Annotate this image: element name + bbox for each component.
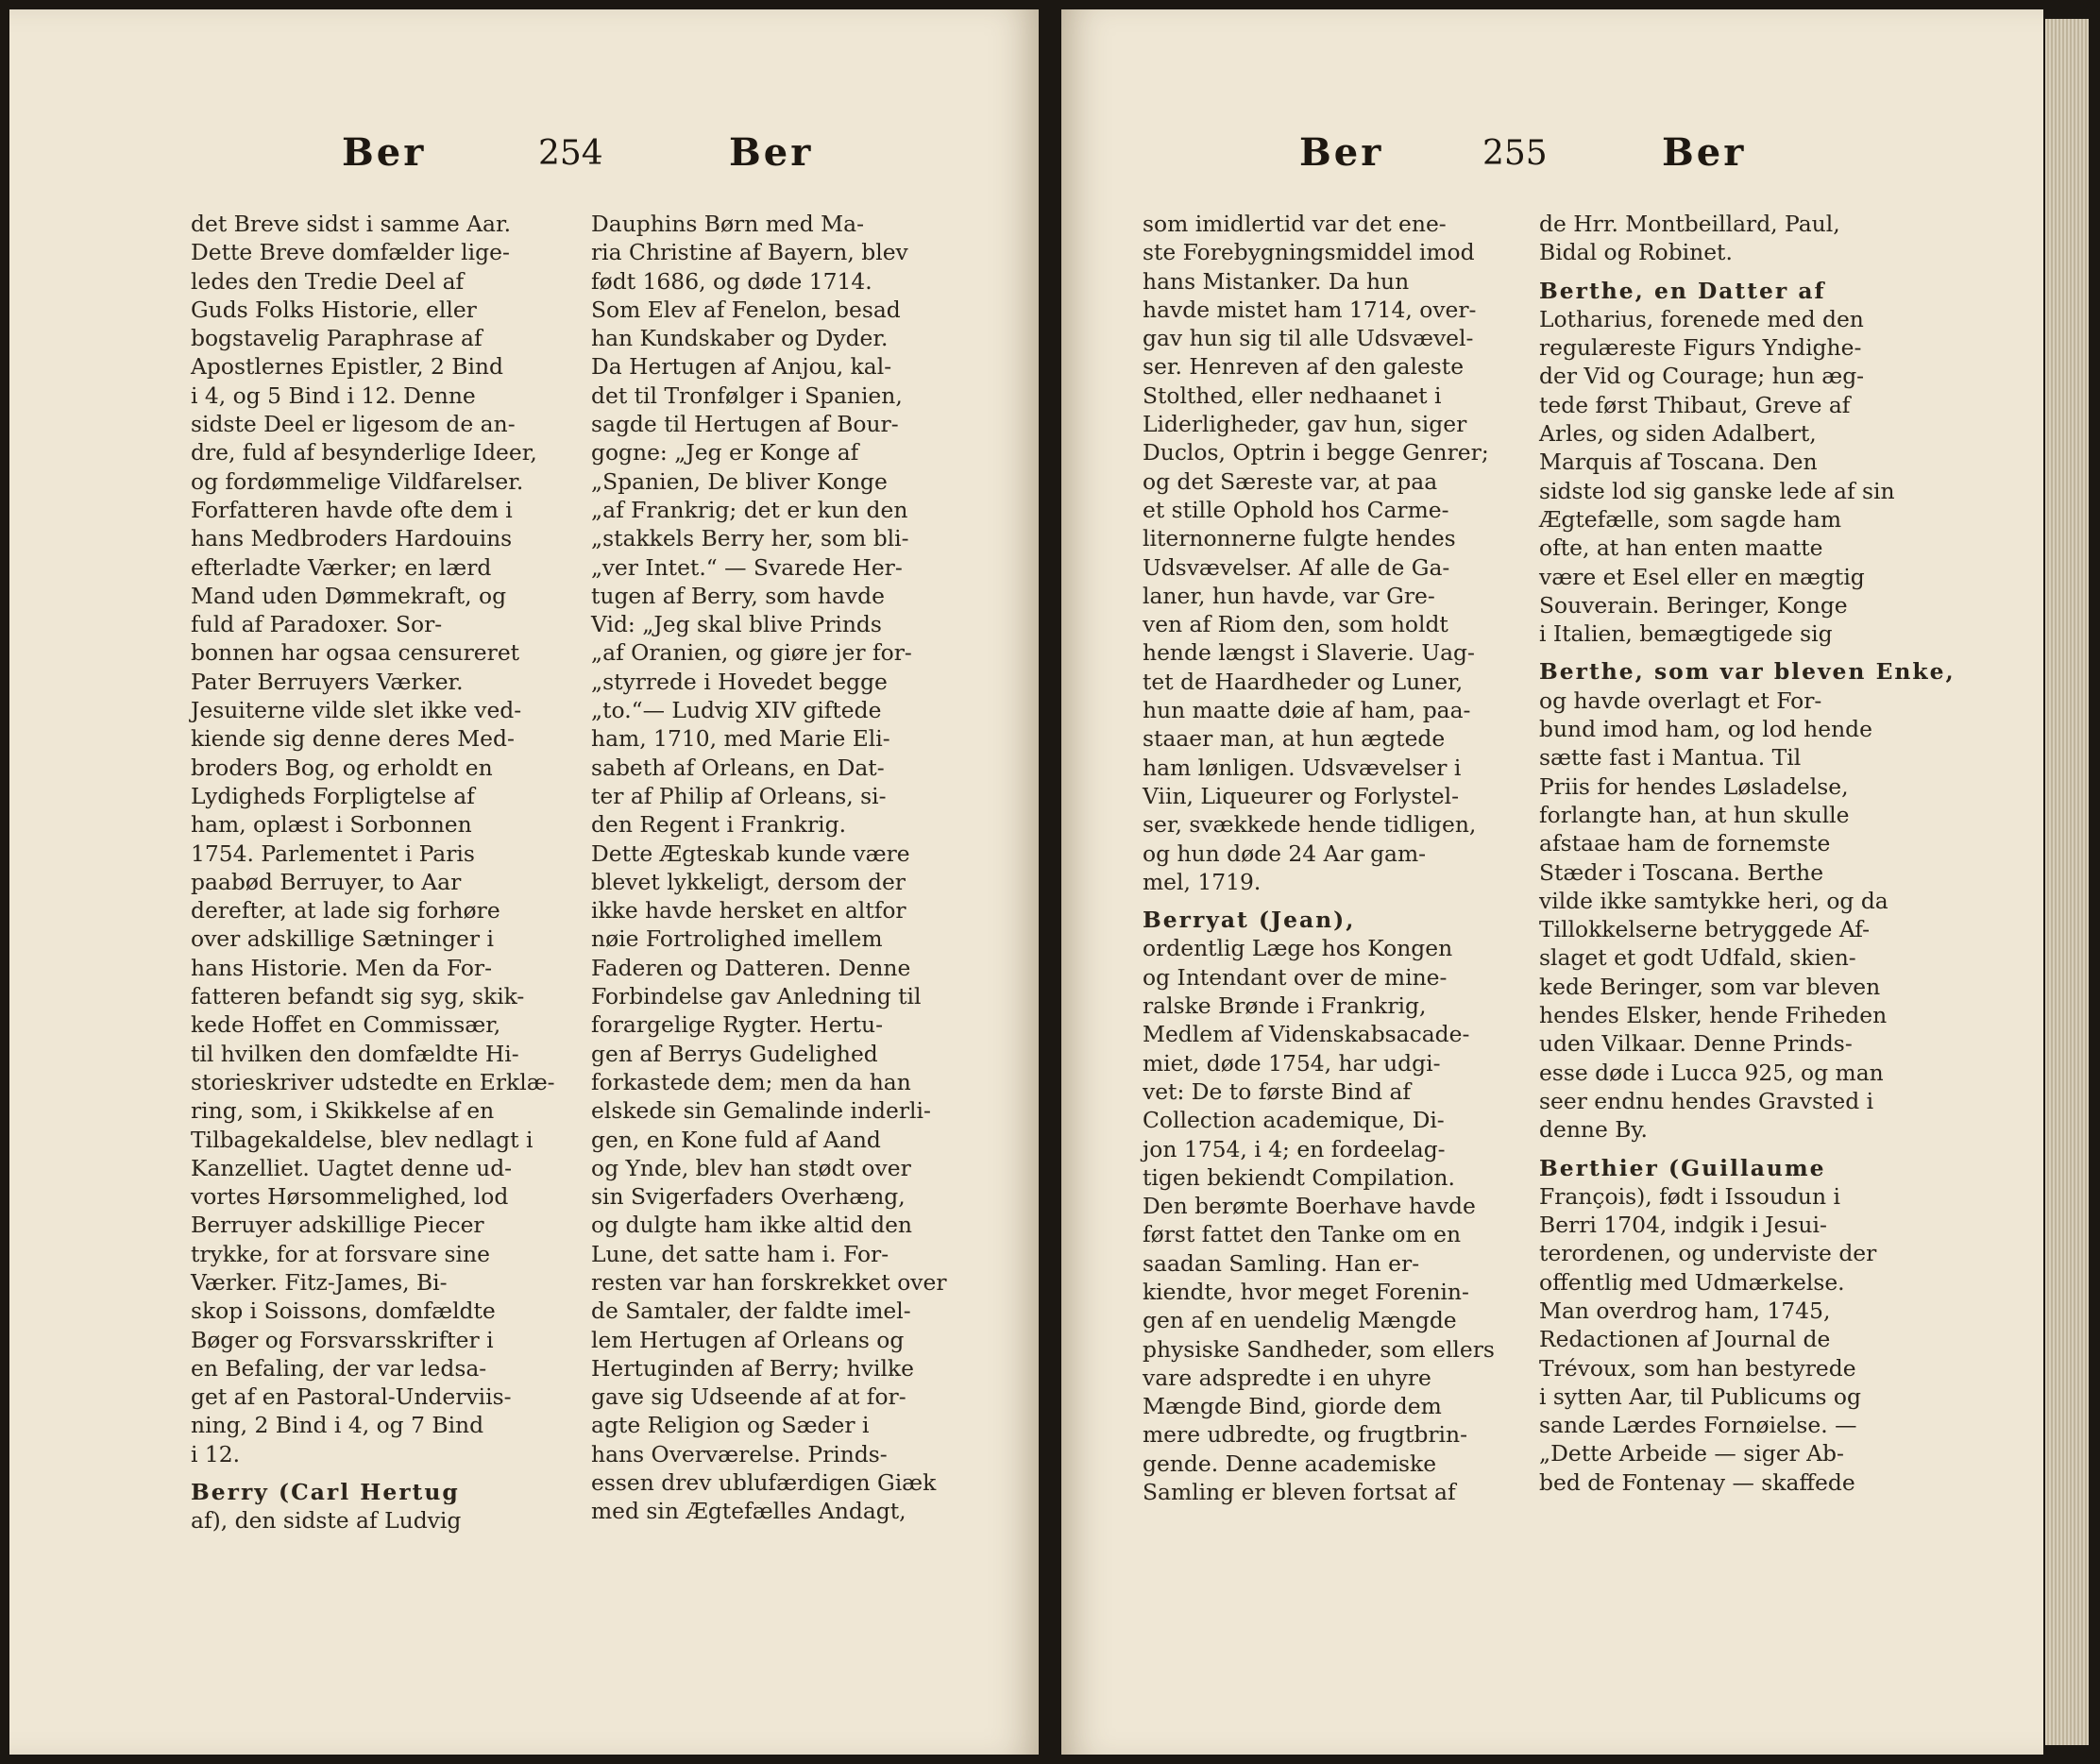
text-line: vet: De to første Bind af: [1143, 1077, 1412, 1105]
text-line: Forbindelse gav Anledning til: [591, 983, 922, 1010]
text-line: forargelige Rygter. Hertu-: [591, 1011, 883, 1039]
text-line: til hvilken den domfældte Hi-: [191, 1040, 519, 1067]
text-line: og fordømmelige Vildfarelser.: [191, 467, 524, 495]
left-column-1: [191, 210, 555, 1535]
text-line: Da Hertugen af Anjou, kal-: [591, 353, 892, 381]
text-line: ria Christine af Bayern, blev: [591, 239, 908, 266]
text-line: Værker. Fitz-James, Bi-: [191, 1268, 448, 1296]
text-line: født 1686, og døde 1714.: [591, 267, 872, 295]
right-header-word-right: Ber: [1662, 130, 1747, 175]
text-line: Tillokkelserne betryggede Af-: [1539, 916, 1871, 943]
text-line: „to.“— Ludvig XIV giftede: [591, 697, 882, 724]
right-column-1: [1143, 210, 1495, 1506]
text-line: ning, 2 Bind i 4, og 7 Bind: [191, 1412, 484, 1439]
text-line: blevet lykkeligt, dersom der: [591, 868, 906, 895]
text-line: uden Vilkaar. Denne Prinds-: [1539, 1030, 1853, 1058]
text-line: i sytten Aar, til Publicums og: [1539, 1382, 1861, 1410]
text-line: agte Religion og Sæder i: [591, 1412, 870, 1439]
right-page: [1061, 9, 2043, 1755]
text-line: en Befaling, der var ledsa-: [191, 1354, 487, 1382]
text-line: esse døde i Lucca 925, og man: [1539, 1059, 1884, 1086]
text-line: fuld af Paradoxer. Sor-: [191, 611, 443, 638]
text-line: bed de Fontenay — skaffede: [1539, 1468, 1855, 1496]
text-line: Samling er bleven fortsat af: [1143, 1479, 1456, 1506]
text-line: og havde overlagt et For-: [1539, 687, 1822, 714]
text-line: Souverain. Beringer, Konge: [1539, 591, 1848, 619]
text-line: hende længst i Slaverie. Uag-: [1143, 639, 1475, 667]
text-line: dre, fuld af besynderlige Ideer,: [191, 439, 537, 466]
text-line: kiendte, hvor meget Forenin-: [1143, 1278, 1469, 1305]
text-line: Som Elev af Fenelon, besad: [591, 296, 901, 323]
text-line: Ægtefælle, som sagde ham: [1539, 505, 1842, 533]
text-line: være et Esel eller en mægtig: [1539, 563, 1865, 590]
text-line: physiske Sandheder, som ellers: [1143, 1335, 1495, 1363]
text-line: Guds Folks Historie, eller: [191, 296, 477, 323]
text-line: Den berømte Boerhave havde: [1143, 1193, 1476, 1220]
text-line: ralske Brønde i Frankrig,: [1143, 992, 1427, 1020]
text-line: Lotharius, forenede med den: [1539, 305, 1864, 332]
text-line: Priis for hendes Løsladelse,: [1539, 772, 1849, 800]
text-line: det Breve sidst i samme Aar.: [191, 211, 512, 237]
text-line: Duclos, Optrin i begge Genrer;: [1143, 439, 1489, 466]
text-line: gende. Denne academiske: [1143, 1450, 1437, 1477]
text-line: Trévoux, som han bestyrede: [1539, 1354, 1856, 1382]
text-line: der Vid og Courage; hun æg-: [1539, 363, 1865, 390]
text-line: forkastede dem; men da han: [591, 1068, 911, 1095]
text-line: Dette Breve domfælder lige-: [191, 239, 510, 266]
text-line: ham, 1710, med Marie Eli-: [591, 725, 890, 753]
text-line: gen, en Kone fuld af Aand: [591, 1126, 881, 1153]
text-line: de Hrr. Montbeillard, Paul,: [1539, 211, 1840, 237]
text-line: med sin Ægtefælles Andagt,: [591, 1498, 906, 1525]
text-line: mel, 1719.: [1143, 868, 1262, 895]
text-line: Berryat (Jean),: [1143, 907, 1356, 934]
text-line: Mand uden Dømmekraft, og: [191, 582, 507, 609]
text-line: denne By.: [1539, 1116, 1648, 1144]
text-line: derefter, at lade sig forhøre: [191, 897, 500, 924]
text-line: afstaae ham de fornemste: [1539, 830, 1831, 857]
text-line: Arles, og siden Adalbert,: [1539, 420, 1817, 448]
text-line: sidste Deel er ligesom de an-: [191, 411, 516, 438]
text-line: seer endnu hendes Gravsted i: [1539, 1087, 1874, 1114]
text-line: først fattet den Tanke om en: [1143, 1221, 1462, 1248]
text-line: trykke, for at forsvare sine: [191, 1240, 490, 1267]
text-line: gen af en uendelig Mængde: [1143, 1307, 1457, 1334]
text-line: Stæder i Toscana. Berthe: [1539, 858, 1824, 886]
text-line: saadan Samling. Han er-: [1143, 1249, 1420, 1277]
text-line: ordentlig Læge hos Kongen: [1143, 935, 1453, 962]
text-line: gogne: „Jeg er Konge af: [591, 439, 859, 466]
text-line: „ver Intet.“ — Svarede Her-: [591, 553, 903, 581]
text-line: kede Beringer, som var bleven: [1539, 973, 1881, 1000]
right-header-word-left: Ber: [1299, 130, 1384, 175]
text-line: han Kundskaber og Dyder.: [591, 325, 889, 352]
text-line: sidste lod sig ganske lede af sin: [1539, 477, 1895, 504]
text-line: Vid: „Jeg skal blive Prinds: [591, 611, 882, 638]
text-line: ham, oplæst i Sorbonnen: [191, 811, 472, 839]
text-line: Dette Ægteskab kunde være: [591, 840, 910, 867]
text-line: ven af Riom den, som holdt: [1143, 611, 1448, 638]
text-line: sabeth af Orleans, en Dat-: [591, 754, 885, 781]
text-line: Stolthed, eller nedhaanet i: [1143, 382, 1442, 409]
text-line: af), den sidste af Ludvig: [191, 1507, 462, 1535]
text-line: forlangte han, at hun skulle: [1539, 801, 1850, 828]
text-line: skop i Soissons, domfældte: [191, 1298, 496, 1325]
text-line: „Spanien, De bliver Konge: [591, 467, 888, 495]
text-line: Collection academique, Di-: [1143, 1107, 1445, 1134]
book-page-edges: [2045, 19, 2089, 1745]
text-line: „styrrede i Hovedet begge: [591, 668, 888, 695]
text-line: offentlig med Udmærkelse.: [1539, 1268, 1845, 1296]
text-line: over adskillige Sætninger i: [191, 925, 494, 953]
left-page-number: 254: [538, 134, 603, 173]
text-line: i Italien, bemægtigede sig: [1539, 620, 1833, 648]
text-line: bogstavelig Paraphrase af: [191, 325, 483, 352]
text-line: Berri 1704, indgik i Jesui-: [1539, 1212, 1827, 1239]
text-line: Redactionen af Journal de: [1539, 1326, 1831, 1353]
text-line: Lune, det satte ham i. For-: [591, 1240, 889, 1267]
right-column-2: [1539, 210, 1956, 1497]
text-line: ter af Philip af Orleans, si-: [591, 782, 887, 809]
text-line: François), født i Issoudun i: [1539, 1182, 1840, 1210]
text-line: ledes den Tredie Deel af: [191, 267, 465, 295]
text-line: Liderligheder, gav hun, siger: [1143, 411, 1467, 438]
text-line: „af Oranien, og giøre jer for-: [591, 639, 912, 667]
text-line: slaget et godt Udfald, skien-: [1539, 944, 1856, 972]
text-line: get af en Pastoral-Underviis-: [191, 1383, 512, 1411]
text-line: ser, svækkede hende tidligen,: [1143, 811, 1477, 839]
text-line: Pater Berruyers Værker.: [191, 668, 464, 695]
text-line: de Samtaler, der faldte imel-: [591, 1298, 911, 1325]
text-line: Berthe, en Datter af: [1539, 277, 1826, 304]
text-line: jon 1754, i 4; en fordeelag-: [1143, 1135, 1446, 1162]
text-line: og hun døde 24 Aar gam-: [1143, 840, 1427, 867]
text-line: Udsvævelser. Af alle de Ga-: [1143, 553, 1450, 581]
text-line: Medlem af Videnskabsacade-: [1143, 1021, 1470, 1048]
text-line: Kanzelliet. Uagtet denne ud-: [191, 1154, 513, 1181]
text-line: et stille Ophold hos Carme-: [1143, 496, 1449, 523]
right-page-number: 255: [1482, 134, 1548, 173]
left-page: [9, 9, 1039, 1755]
text-line: resten var han forskrekket over: [591, 1268, 947, 1296]
text-line: kiende sig denne deres Med-: [191, 725, 515, 753]
text-line: ham lønligen. Udsvævelser i: [1143, 754, 1462, 781]
text-line: vortes Hørsommelighed, lod: [191, 1183, 509, 1211]
text-line: sætte fast i Mantua. Til: [1539, 744, 1802, 772]
left-header-word-right: Ber: [729, 130, 814, 175]
text-line: ste Forebygningsmiddel imod: [1143, 239, 1475, 266]
text-line: og det Særeste var, at paa: [1143, 467, 1438, 495]
text-line: kede Hoffet en Commissær,: [191, 1011, 501, 1039]
text-line: vare adspredte i en uhyre: [1143, 1364, 1431, 1391]
text-line: Dauphins Børn med Ma-: [591, 211, 864, 237]
text-line: gav hun sig til alle Udsvævel-: [1143, 325, 1474, 352]
text-line: Mængde Bind, giorde dem: [1143, 1393, 1442, 1420]
text-line: den Regent i Frankrig.: [591, 811, 847, 839]
text-line: sagde til Hertugen af Bour-: [591, 411, 899, 438]
text-line: fatteren befandt sig syg, skik-: [191, 983, 525, 1010]
text-line: det til Tronfølger i Spanien,: [591, 382, 903, 409]
text-line: Berry (Carl Hertug: [191, 1479, 460, 1506]
text-line: og Intendant over de mine-: [1143, 963, 1448, 991]
text-line: ser. Henreven af den galeste: [1143, 353, 1465, 381]
left-column-2: [591, 210, 947, 1526]
text-line: Bøger og Forsvarsskrifter i: [191, 1326, 494, 1353]
text-line: havde mistet ham 1714, over-: [1143, 296, 1477, 323]
text-line: i 4, og 5 Bind i 12. Denne: [191, 382, 476, 409]
text-line: efterladte Værker; en lærd: [191, 553, 492, 581]
text-line: Apostlernes Epistler, 2 Bind: [191, 353, 503, 381]
text-line: hans Mistanker. Da hun: [1143, 267, 1410, 295]
text-line: Berthe, som var bleven Enke,: [1539, 658, 1956, 686]
text-line: mere udbredte, og frugtbrin-: [1143, 1421, 1467, 1449]
text-line: Forfatteren havde ofte dem i: [191, 496, 513, 523]
text-line: gen af Berrys Gudelighed: [591, 1040, 878, 1067]
text-line: „stakkels Berry her, som bli-: [591, 525, 909, 552]
text-line: „af Frankrig; det er kun den: [591, 496, 908, 523]
text-line: i 12.: [191, 1440, 241, 1467]
text-line: som imidlertid var det ene-: [1143, 211, 1447, 237]
text-line: Jesuiterne vilde slet ikke ved-: [191, 697, 522, 724]
text-line: Berthier (Guillaume: [1539, 1154, 1826, 1181]
text-line: hans Medbroders Hardouins: [191, 525, 513, 552]
text-line: hans Historie. Men da For-: [191, 954, 493, 981]
text-line: hendes Elsker, hende Friheden: [1539, 1002, 1888, 1029]
text-line: 1754. Parlementet i Paris: [191, 840, 475, 867]
text-line: vilde ikke samtykke heri, og da: [1539, 887, 1888, 914]
text-line: hans Overværelse. Prinds-: [591, 1440, 888, 1467]
text-line: nøie Fortrolighed imellem: [591, 925, 883, 953]
text-line: tugen af Berry, som havde: [591, 582, 885, 609]
text-line: Man overdrog ham, 1745,: [1539, 1297, 1831, 1324]
text-line: gave sig Udseende af at for-: [591, 1383, 906, 1411]
text-line: Faderen og Datteren. Denne: [591, 954, 911, 981]
text-line: „Dette Arbeide — siger Ab-: [1539, 1440, 1844, 1467]
text-line: ring, som, i Skikkelse af en: [191, 1097, 495, 1125]
text-line: broders Bog, og erholdt en: [191, 754, 493, 781]
text-line: miet, døde 1754, har udgi-: [1143, 1049, 1441, 1077]
text-line: tede først Thibaut, Greve af: [1539, 391, 1851, 418]
left-header-word-left: Ber: [342, 130, 427, 175]
text-line: sande Lærdes Fornøielse. —: [1539, 1412, 1857, 1439]
text-line: bund imod ham, og lod hende: [1539, 716, 1872, 743]
text-line: Tilbagekaldelse, blev nedlagt i: [191, 1126, 533, 1153]
text-line: staaer man, at hun ægtede: [1143, 725, 1446, 753]
text-line: Lydigheds Forpligtelse af: [191, 782, 475, 809]
text-line: hun maatte døie af ham, paa-: [1143, 697, 1471, 724]
text-line: Viin, Liqueurer og Forlystel-: [1143, 782, 1460, 809]
text-line: Berruyer adskillige Piecer: [191, 1212, 484, 1239]
text-line: sin Svigerfaders Overhæng,: [591, 1183, 906, 1211]
text-line: og dulgte ham ikke altid den: [591, 1212, 912, 1239]
text-line: ikke havde hersket en altfor: [591, 897, 906, 924]
text-line: Marquis af Toscana. Den: [1539, 449, 1818, 476]
text-line: storieskriver udstedte en Erklæ-: [191, 1068, 555, 1095]
text-line: lem Hertugen af Orleans og: [591, 1326, 905, 1353]
text-line: bonnen har ogsaa censureret: [191, 639, 520, 667]
text-line: elskede sin Gemalinde inderli-: [591, 1097, 931, 1125]
text-line: Hertuginden af Berry; hvilke: [591, 1354, 914, 1382]
text-line: essen drev ublufærdigen Giæk: [591, 1469, 937, 1497]
text-line: Bidal og Robinet.: [1539, 239, 1733, 266]
text-line: tet de Haardheder og Luner,: [1143, 668, 1464, 695]
text-line: og Ynde, blev han stødt over: [591, 1154, 911, 1181]
text-line: tigen bekiendt Compilation.: [1143, 1163, 1455, 1191]
text-line: liternonnerne fulgte hendes: [1143, 525, 1456, 552]
text-line: regulæreste Figurs Yndighe-: [1539, 334, 1862, 362]
text-line: ofte, at han enten maatte: [1539, 534, 1823, 562]
text-line: paabød Berruyer, to Aar: [191, 868, 462, 895]
text-line: terordenen, og underviste der: [1539, 1240, 1877, 1267]
text-line: laner, hun havde, var Gre-: [1143, 582, 1435, 609]
